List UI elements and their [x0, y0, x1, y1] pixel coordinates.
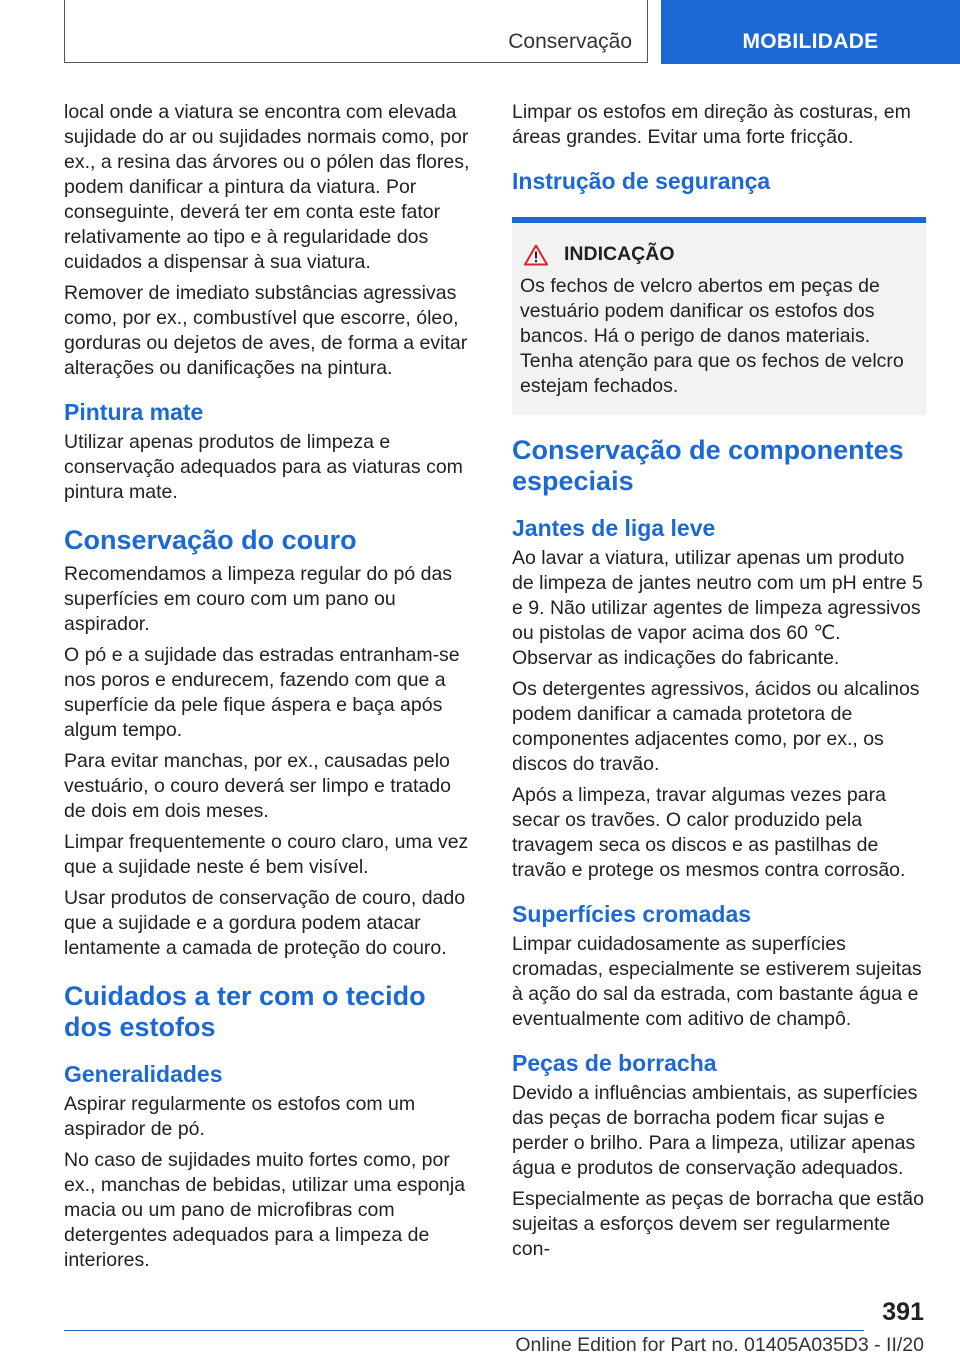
page-number: 391 [882, 1298, 924, 1326]
notice-header [520, 243, 918, 266]
heading-safety: Instrução de segurança [512, 168, 771, 194]
paragraph: Após a limpeza, travar algumas vezes para secar os travões. O calor produzido pela travagem seca os discos e as pastilhas de travão e protege os mesmos contra corrosão. [512, 784, 906, 881]
paragraph: O pó e a sujidade das estradas entranham-se nos poros e endurecem, fazendo com que a superfície da pele fique áspera e baça após algum tempo. [64, 644, 460, 741]
paragraph: Recomendamos a limpeza regular do pó das superfícies em couro com um pano ou aspirador. [64, 563, 453, 635]
right-column [512, 100, 926, 1268]
warning-triangle-icon [524, 244, 548, 266]
paragraph: Os detergentes agressivos, ácidos ou alcalinos podem danificar a camada protetora de componentes adjacentes como, por ex., os discos do travão. [512, 678, 920, 775]
heading-chrome-surfaces: Superfícies cromadas [512, 901, 752, 927]
section-title: Conservação [508, 30, 632, 53]
paragraph: local onde a viatura se encontra com elevada sujidade do ar ou sujidades normais como, por ex., a resina das árvores ou o pólen das flores, podem danificar a pintura da viatura. Por conseguinte, deverá ter em conta este fator relativamente ao tipo e à regularidade dos cuidados a dispensar à sua viatura. [64, 101, 470, 273]
paragraph: Devido a influências ambientais, as superfícies das peças de borracha podem ficar sujas e perder o brilho. Para a limpeza, utilizar apenas água e produtos de conservação adequados. [512, 1082, 918, 1179]
heading-alloy-wheels: Jantes de liga leve [512, 515, 716, 541]
heading-fabric-care: Cuidados a ter com o tecido dos estofos [64, 981, 426, 1042]
paragraph: Ao lavar a viatura, utilizar apenas um produto de limpeza de jantes neutro com um pH entre 5 e 9. Não utilizar agentes de limpeza agressivos ou pistolas de vapor acima dos 60 ℃. Observar as indicações do fabricante. [512, 547, 923, 669]
paragraph: Limpar os estofos em direção às costuras, em áreas grandes. Evitar uma forte fricção. [512, 101, 911, 148]
paragraph: Remover de imediato substâncias agressivas como, por ex., combustível que escorre, óleo, gorduras ou dejetos de aves, de forma a evitar alterações ou danificações na pintura. [64, 282, 468, 379]
footer-divider [64, 1330, 864, 1331]
heading-matte-paint: Pintura mate [64, 399, 204, 425]
left-column [64, 100, 478, 1279]
notice-box [512, 217, 926, 415]
paragraph: Aspirar regularmente os estofos com um aspirador de pó. [64, 1093, 416, 1140]
heading-rubber-parts: Peças de borracha [512, 1050, 717, 1076]
paragraph: Utilizar apenas produtos de limpeza e conservação adequados para as viaturas com pintura mate. [64, 431, 463, 503]
heading-leather-care: Conservação do couro [64, 525, 357, 555]
notice-text: Os fechos de velcro abertos em peças de vestuário podem danificar os estofos dos bancos. Há o perigo de danos materiais. Tenha atenção para que os fechos de velcro estejam fechados. [520, 275, 904, 397]
paragraph: Limpar cuidadosamente as superfícies cromadas, especialmente se estiverem sujeitas à ação do sal da estrada, com bastante água e eventualmente com aditivo de champô. [512, 933, 922, 1030]
footer-edition: Online Edition for Part no. 01405A035D3 - II/20 [515, 1334, 924, 1356]
paragraph: Para evitar manchas, por ex., causadas pelo vestuário, o couro deverá ser limpo e tratado de dois em dois meses. [64, 750, 451, 822]
heading-general: Generalidades [64, 1061, 223, 1087]
paragraph: Especialmente as peças de borracha que estão sujeitas a esforços devem ser regularmente con- [512, 1188, 924, 1260]
paragraph: No caso de sujidades muito fortes como, por ex., manchas de bebidas, utilizar uma esponja macia ou um pano de microfibras com detergentes adequados para a limpeza de interiores. [64, 1149, 466, 1271]
paragraph: Usar produtos de conservação de couro, dado que a sujidade e a gordura podem atacar lentamente a camada de proteção do couro. [64, 887, 466, 959]
chapter-tab[interactable]: MOBILIDADE [661, 0, 960, 64]
heading-special-components: Conservação de componentes especiais [512, 435, 904, 496]
paragraph: Limpar frequentemente o couro claro, uma vez que a sujidade neste é bem visível. [64, 831, 469, 878]
notice-title: INDICAÇÃO [564, 243, 675, 265]
